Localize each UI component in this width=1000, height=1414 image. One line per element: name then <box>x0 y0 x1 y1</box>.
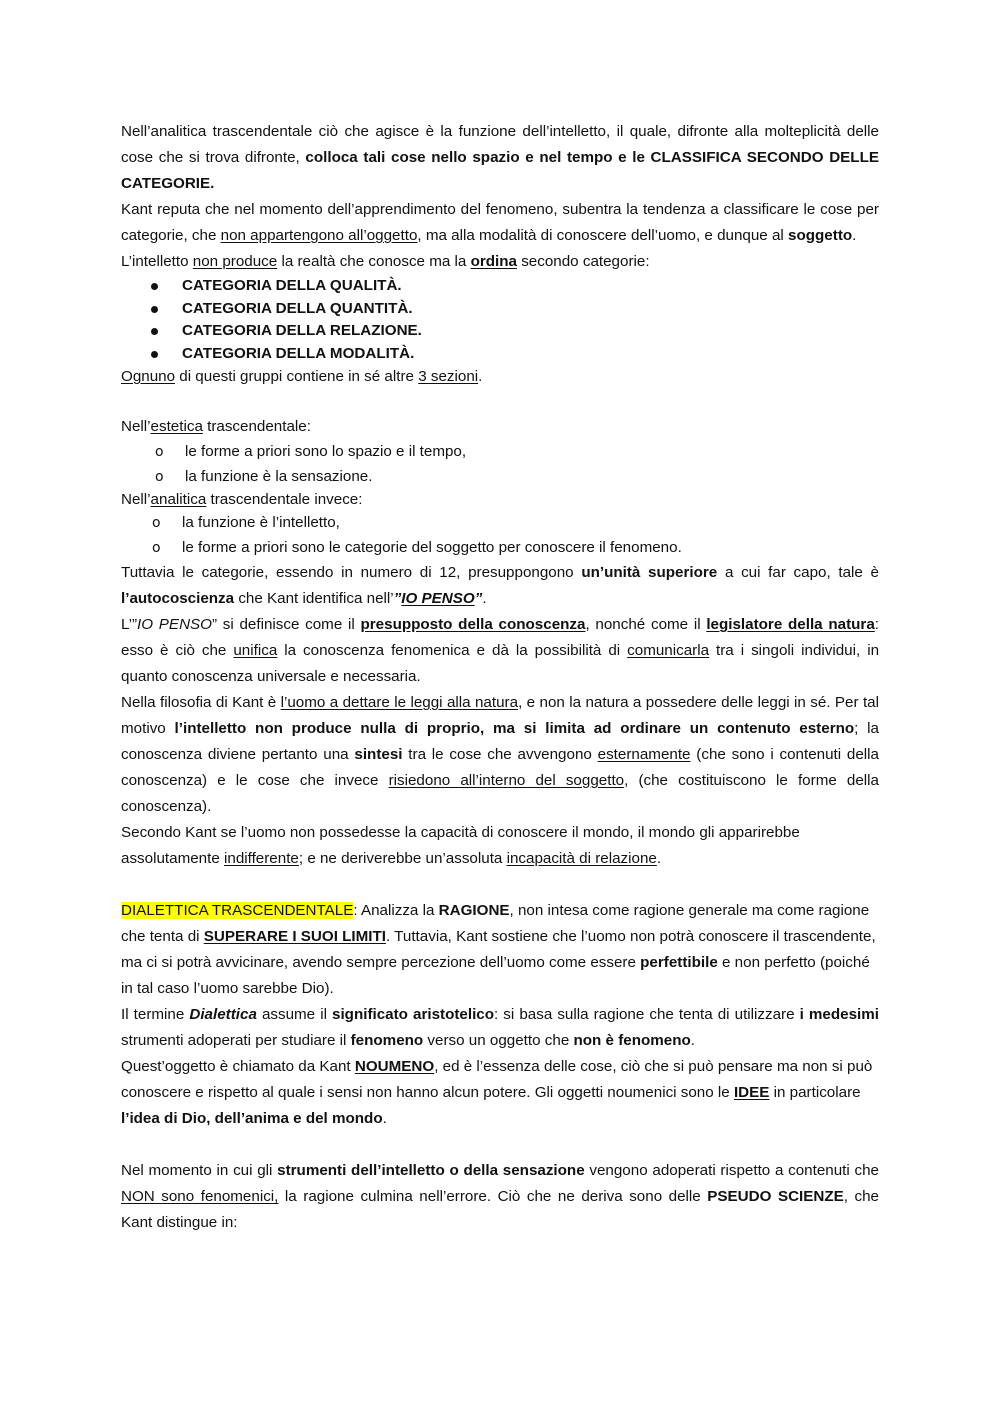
list-item-text: le forme a priori sono lo spazio e il tempo, <box>185 443 467 460</box>
text-run: , nonché come il <box>585 616 707 633</box>
text-run: secondo categorie: <box>516 253 650 270</box>
underlined-run: esternamente <box>597 746 691 763</box>
bold-run: non è fenomeno <box>573 1032 691 1049</box>
text-run: la conoscenza fenomenica e dà la possibilità di <box>277 642 628 659</box>
underlined-run: comunicarla <box>627 642 710 659</box>
bold-run: l’autocoscienza <box>121 590 235 607</box>
text-run: trascendentale invece: <box>206 491 363 508</box>
bold-italic-run: ” <box>393 590 402 607</box>
text-run: . <box>382 1110 387 1127</box>
text-run: Nell’ <box>121 491 151 508</box>
underlined-run: estetica <box>150 418 203 435</box>
bold-underlined-run: legislatore della natura <box>706 616 875 633</box>
underlined-run: incapacità di relazione <box>506 850 657 867</box>
text-run: L’intelletto <box>121 253 193 270</box>
bold-run: strumenti dell’intelletto o della sensazione <box>277 1162 585 1179</box>
text-run: : Analizza la <box>353 902 439 919</box>
text-run: : si basa sulla ragione che tenta di utilizzare <box>494 1006 800 1023</box>
underlined-run: l’uomo a dettare le leggi alla natura <box>280 694 519 711</box>
blank-line <box>121 872 879 898</box>
text-run: a cui far capo, tale è <box>717 564 880 581</box>
list-item: CATEGORIA DELLA QUANTITÀ. <box>121 298 879 321</box>
bold-run: RAGIONE <box>438 902 510 919</box>
underlined-run: risiedono all’interno del soggetto <box>388 772 625 789</box>
text-run: verso un oggetto che <box>423 1032 574 1049</box>
text-run: Nel momento in cui gli <box>121 1162 278 1179</box>
section-heading-dialettica: DIALETTICA TRASCENDENTALE <box>121 902 354 919</box>
list-item <box>121 536 879 561</box>
list-item: CATEGORIA DELLA RELAZIONE. <box>121 320 879 343</box>
analitica-list <box>121 511 879 560</box>
text-run: ” si definisce come il <box>211 616 361 633</box>
circle-bullet-icon: o <box>155 468 164 485</box>
bold-italic-run: Dialettica <box>189 1006 257 1023</box>
text-run: , che Kant distingue in: <box>121 1188 879 1231</box>
text-run: Nell’analitica trascendentale ciò che agisce è la funzione dell’intelletto, il quale, difronte alla molteplicità delle cose che si trova difronte, <box>121 123 879 166</box>
text-run: , ma alla modalità di conoscere dell’uomo, e dunque al <box>417 227 789 244</box>
text-run: ; la conoscenza diviene pertanto una <box>121 720 879 763</box>
paragraph-analitica-intro-2 <box>121 489 879 511</box>
text-run: . <box>852 227 857 244</box>
text-run: ; e ne deriverebbe un’assoluta <box>298 850 507 867</box>
bold-run: perfettibile <box>640 954 718 971</box>
paragraph-io-penso <box>121 612 879 690</box>
paragraph-noumeno <box>121 1054 879 1132</box>
paragraph-estetica-intro <box>121 414 879 440</box>
bold-underlined-run: presupposto della conoscenza <box>360 616 586 633</box>
circle-bullet-icon: o <box>152 539 161 556</box>
list-item-text: la funzione è la sensazione. <box>185 467 373 485</box>
text-run: Nella filosofia di Kant è <box>121 694 281 711</box>
text-run: . <box>656 850 662 867</box>
text-run: , ed è l’essenza delle cose, ciò che si può pensare ma non si può conoscere e rispetto al quale i sensi non hanno alcun potere. Gli oggetti noumenici sono le <box>121 1058 873 1101</box>
underlined-run: non appartengono all’oggetto <box>220 227 418 244</box>
paragraph-tuttavia <box>121 560 879 612</box>
paragraph-apprendimento <box>121 197 879 249</box>
paragraph-secondo-kant <box>121 820 879 872</box>
paragraph-sezioni <box>121 365 879 388</box>
paragraph-pseudo-scienze <box>121 1158 879 1236</box>
list-item <box>121 465 879 490</box>
underlined-run: 3 sezioni <box>418 368 479 385</box>
bold-run: i medesimi <box>799 1006 879 1023</box>
paragraph-dialettica <box>121 898 879 1002</box>
text-run: di questi gruppi contiene in sé altre <box>175 368 419 385</box>
io-penso-run: IO PENSO <box>401 590 475 607</box>
paragraph-analitica-intro <box>121 119 879 197</box>
bold-run: colloca tali cose nello spazio e nel tempo e le CLASSIFICA SECONDO DELLE CATEGORIE. <box>121 149 879 192</box>
text-run: che Kant identifica nell’ <box>234 590 394 607</box>
bold-run: fenomeno <box>350 1032 424 1049</box>
bold-underlined-run: ordina <box>470 253 517 270</box>
text-run: Il termine <box>121 1006 190 1023</box>
text-run: la ragione culmina nell’errore. Ciò che ne deriva sono delle <box>278 1188 708 1205</box>
bold-run: PSEUDO SCIENZE <box>707 1188 844 1205</box>
text-run: . Tuttavia, Kant sostiene che l’uomo non potrà conoscere il trascendente, ma ci si potrà avvicinare, avendo sempre percezione dell’uomo come essere <box>121 928 876 971</box>
circle-bullet-icon: o <box>155 444 164 460</box>
text-run: Secondo Kant se l’uomo non possedesse la capacità di conoscere il mondo, il mondo gli apparirebbe assolutamente <box>121 824 800 867</box>
underlined-run: indifferente <box>224 850 299 867</box>
blank-line <box>121 1132 879 1158</box>
text-run: tra i singoli individui, in quanto conoscenza universale e necessaria. <box>121 642 880 685</box>
bold-underlined-run: SUPERARE I SUOI LIMITI <box>203 928 387 945</box>
text-run: la realtà che conosce ma la <box>277 253 471 270</box>
bold-run: l’idea di Dio, dell’anima e del mondo <box>121 1110 383 1127</box>
text-run: Nell’ <box>121 418 151 435</box>
underlined-run: analitica <box>150 491 207 508</box>
circle-bullet-icon: o <box>152 515 161 531</box>
text-run: . <box>690 1032 696 1049</box>
text-run: : esso è ciò che <box>121 616 879 659</box>
list-item: CATEGORIA DELLA MODALITÀ. <box>121 343 879 366</box>
text-run: assume il <box>256 1006 332 1023</box>
text-run: e non perfetto (poiché in tal caso l’uomo sarebbe Dio). <box>121 954 870 997</box>
bold-underlined-run: NOUMENO <box>354 1058 435 1075</box>
bold-underlined-run: IDEE <box>733 1084 770 1101</box>
paragraph-termine-dialettica <box>121 1002 879 1054</box>
list-item <box>121 440 879 465</box>
text-run: trascendentale: <box>202 418 311 435</box>
list-item-text: le forme a priori sono le categorie del soggetto per conoscere il fenomeno. <box>182 538 682 556</box>
underlined-run: unifica <box>233 642 278 659</box>
text-run: , e non la natura a possedere delle leggi in sé. Per tal motivo <box>121 694 880 737</box>
text-run: vengono adoperati rispetto a contenuti che <box>584 1162 879 1179</box>
bold-run: sintesi <box>354 746 403 763</box>
text-run: , (che costituiscono le forme della conoscenza). <box>121 772 879 815</box>
text-run: . <box>482 590 487 607</box>
underlined-run: non produce <box>192 253 278 270</box>
bold-run: significato aristotelico <box>332 1006 495 1023</box>
blank-line <box>121 388 879 414</box>
text-run: Kant reputa che nel momento dell’apprendimento del fenomeno, subentra la tendenza a classificare le cose per categorie, che <box>121 201 879 244</box>
bold-run: un’unità superiore <box>581 564 718 581</box>
text-run: Quest’oggetto è chiamato da Kant <box>121 1058 355 1075</box>
text-run: . <box>478 368 483 385</box>
list-item: CATEGORIA DELLA QUALITÀ. <box>121 275 879 298</box>
text-run: (che sono i contenuti della conoscenza) e le cose che invece <box>121 746 880 789</box>
text-run: tra le cose che avvengono <box>402 746 598 763</box>
paragraph-intelletto <box>121 249 879 275</box>
list-item-text: la funzione è l’intelletto, <box>182 514 340 531</box>
text-run: in particolare <box>769 1084 861 1101</box>
text-run: L’” <box>121 616 138 633</box>
text-run: Tuttavia le categorie, essendo in numero di 12, presuppongono <box>121 564 582 581</box>
bold-italic-run: ” <box>474 590 483 607</box>
categories-list <box>121 275 879 365</box>
bold-run: soggetto <box>788 227 853 244</box>
underlined-run: Ognuno <box>121 368 176 385</box>
paragraph-filosofia <box>121 690 879 820</box>
underlined-run: NON sono fenomenici, <box>121 1188 279 1205</box>
italic-run: IO PENSO <box>137 616 212 633</box>
bold-run: l’intelletto non produce nulla di proprio, ma si limita ad ordinare un contenuto esterno <box>174 720 855 737</box>
list-item <box>121 511 879 536</box>
text-run: , non intesa come ragione generale ma come ragione che tenta di <box>121 902 870 945</box>
estetica-list <box>121 440 879 489</box>
document-page <box>121 119 879 1236</box>
text-run: strumenti adoperati per studiare il <box>121 1032 351 1049</box>
